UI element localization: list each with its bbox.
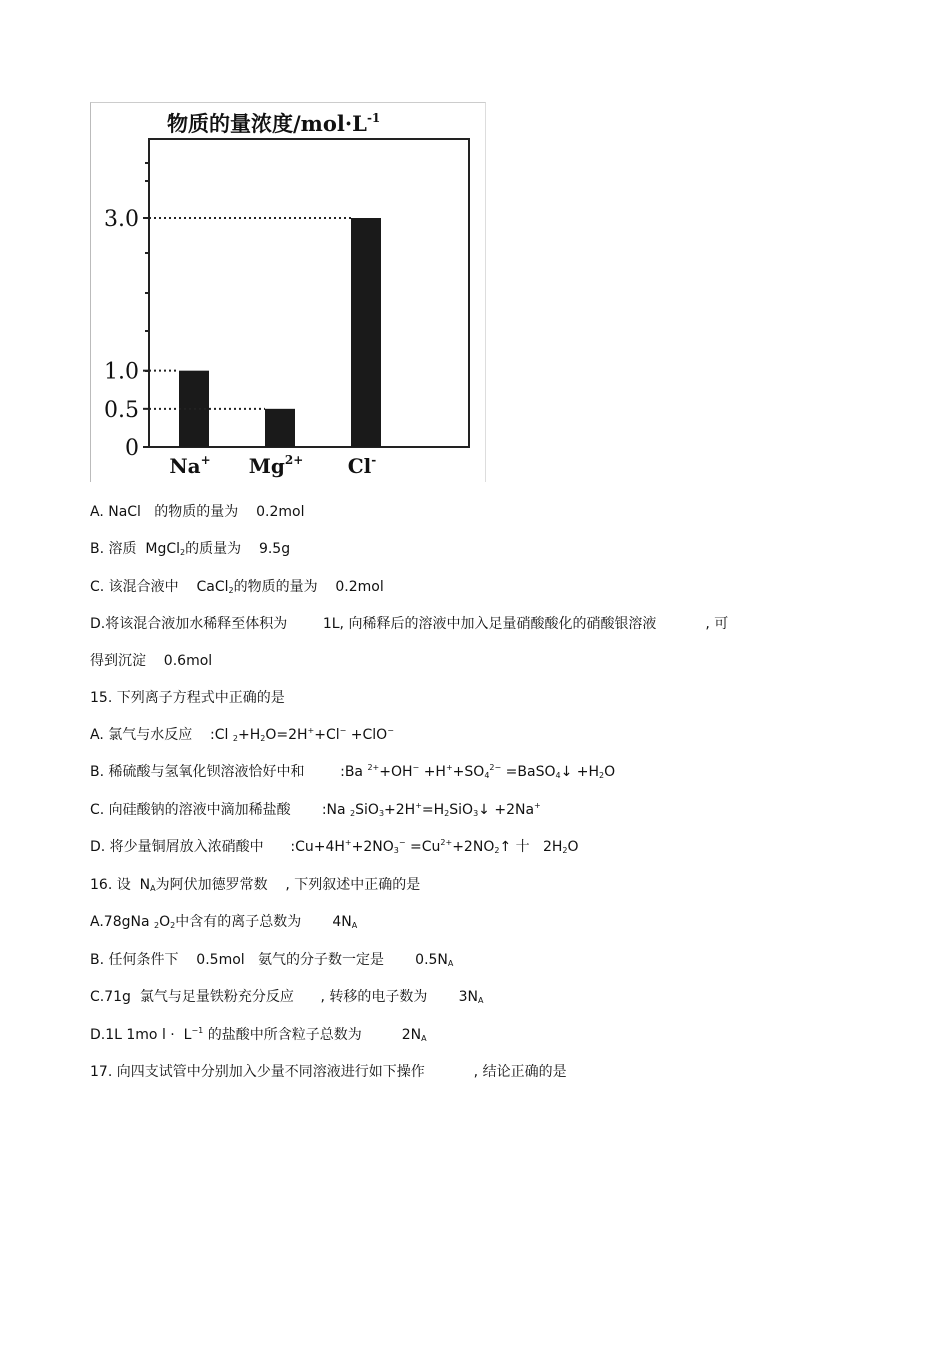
y-tick-label-1: 0.5 <box>104 397 139 423</box>
line-q15b-part-8: 2− <box>489 763 502 772</box>
line-q16b <box>90 951 453 969</box>
line-q15b-part-12: 2 <box>599 771 605 780</box>
line-q14b-part-0: B. 溶质 MgCl <box>90 541 181 557</box>
line-q15c <box>90 801 541 819</box>
line-q15d-part-3: 3 <box>393 846 399 855</box>
line-q16a-part-0: A.78gNa <box>90 914 154 930</box>
line-q15c-part-11: + <box>534 801 541 810</box>
line-q15-part-0: 15. 下列离子方程式中正确的是 <box>90 690 285 706</box>
line-q15b-part-13: O <box>604 764 616 780</box>
line-q15c-part-9: 3 <box>473 809 479 818</box>
line-q15d-part-1: + <box>344 838 352 847</box>
bar-1 <box>265 409 295 447</box>
line-q15a-part-1: 2 <box>232 734 238 743</box>
line-q16a-part-4: 中含有的离子总数为 4N <box>175 914 352 930</box>
line-q14c <box>90 578 384 596</box>
line-q17-part-0: 17. 向四支试管中分别加入少量不同溶液进行如下操作 , 结论正确的是 <box>90 1064 567 1080</box>
line-q15a-part-0: A. 氯气与水反应 :Cl <box>90 727 233 743</box>
line-q17 <box>90 1063 567 1081</box>
line-q15d-part-11: O <box>567 839 579 855</box>
line-q15d-part-8: 2 <box>494 846 500 855</box>
line-q15b-part-1: 2+ <box>367 763 380 772</box>
chart-svg <box>91 103 487 483</box>
line-q15d-part-5: =Cu <box>405 839 441 855</box>
line-q15c-part-8: SiO <box>449 802 474 818</box>
line-q15 <box>90 689 285 707</box>
line-q15a-part-6: +Cl <box>314 727 340 743</box>
line-q14d1 <box>90 615 728 633</box>
line-q15a-part-2: +H <box>237 727 261 743</box>
line-q15b-part-2: +OH <box>379 764 413 780</box>
line-q16d <box>90 1026 427 1044</box>
line-q15d-part-7: +2NO <box>452 839 495 855</box>
line-q14c-part-0: C. 该混合液中 CaCl <box>90 579 229 595</box>
line-q15b-part-0: B. 稀硫酸与氢氧化钡溶液恰好中和 :Ba <box>90 764 368 780</box>
y-tick-label-3: 3.0 <box>104 207 139 232</box>
line-q16b-part-0: B. 任何条件下 0.5mol 氨气的分子数一定是 0.5N <box>90 952 448 968</box>
x-tick-label-sup-2: - <box>371 453 377 467</box>
chart-title-exponent: -1 <box>366 111 381 125</box>
line-q14b-part-2: 的质量为 9.5g <box>185 541 291 557</box>
line-q16a-part-3: 2 <box>170 921 176 930</box>
line-q14d2-part-0: 得到沉淀 0.6mol <box>90 653 213 669</box>
line-q15c-part-7: 2 <box>444 809 450 818</box>
y-tick-label-2: 1.0 <box>104 359 139 385</box>
line-q14c-part-1: 2 <box>228 586 234 595</box>
line-q15c-part-5: + <box>415 801 422 810</box>
line-q16-part-1: A <box>150 884 156 893</box>
line-q16c <box>90 988 483 1006</box>
line-q15a-part-5: + <box>307 726 315 735</box>
line-q15b-part-10: 4 <box>555 771 561 780</box>
x-tick-label-sup-1: 2+ <box>284 453 304 467</box>
line-q16-part-2: 为阿伏加德罗常数 , 下列叙述中正确的是 <box>155 877 421 893</box>
line-q16c-part-0: C.71g 氯气与足量铁粉充分反应 , 转移的电子数为 3N <box>90 989 478 1005</box>
line-q15a-part-7: − <box>339 726 347 735</box>
line-q15a <box>90 726 394 744</box>
line-q16d-part-0: D.1L 1mo l · L <box>90 1027 192 1043</box>
line-q15b <box>90 763 615 781</box>
x-tick-label-2: Cl- <box>347 453 377 478</box>
chart-title: 物质的量浓度$/mol\cdot L^{-1}$ <box>167 111 381 136</box>
line-q15d-part-9: ↑ 十 2H <box>499 839 563 855</box>
line-q16a-part-1: 2 <box>153 921 160 930</box>
line-q16a-part-5: A <box>351 921 358 930</box>
line-q15b-part-9: =BaSO <box>501 764 556 780</box>
line-q15a-part-9: − <box>387 726 394 735</box>
line-q15d-part-0: D. 将少量铜屑放入浓硝酸中 :Cu+4H <box>90 839 345 855</box>
line-q15d-part-2: +2NO <box>351 839 394 855</box>
line-q16a-part-2: O <box>159 914 171 930</box>
line-q15c-part-1: 2 <box>350 809 356 818</box>
line-q15a-part-3: 2 <box>260 734 266 743</box>
line-q15c-part-0: C. 向硅酸钠的溶液中滴加稀盐酸 :Na <box>90 802 351 818</box>
line-q16b-part-1: A <box>447 959 454 968</box>
line-q15c-part-2: SiO <box>355 802 379 818</box>
line-q15c-part-3: 3 <box>378 809 385 818</box>
line-q15d-part-4: − <box>398 838 406 847</box>
line-q15b-part-5: + <box>445 763 453 772</box>
line-q15d <box>90 838 579 856</box>
line-q15c-part-10: ↓ +2Na <box>478 802 535 818</box>
line-q14a <box>90 503 304 521</box>
line-q15b-part-4: +H <box>419 764 446 780</box>
line-q15b-part-3: − <box>412 763 420 772</box>
y-tick-label-0: 0 <box>125 436 139 461</box>
line-q16-part-0: 16. 设 N <box>90 877 151 893</box>
bar-2 <box>351 218 381 447</box>
line-q16a <box>90 913 357 931</box>
line-q14d2 <box>90 652 212 670</box>
line-q14c-part-2: 的物质的量为 0.2mol <box>233 579 384 595</box>
line-q15b-part-6: +SO <box>452 764 485 780</box>
line-q15a-part-4: O=2H <box>265 727 308 743</box>
line-q15a-part-8: +ClO <box>346 727 388 743</box>
line-q15c-part-4: +2H <box>384 802 416 818</box>
line-q15b-part-7: 4 <box>484 771 490 780</box>
line-q16 <box>90 876 420 894</box>
concentration-chart <box>90 102 486 482</box>
line-q15d-part-10: 2 <box>562 846 568 855</box>
line-q15b-part-11: ↓ +H <box>560 764 600 780</box>
x-tick-label-0: Na+ <box>169 453 211 478</box>
line-q16d-part-3: A <box>421 1034 427 1043</box>
line-q14d1-part-0: D.将该混合液加水稀释至体积为 1L, 向稀释后的溶液中加入足量硝酸酸化的硝酸银溶液 , 可 <box>90 616 729 632</box>
line-q15d-part-6: 2+ <box>440 838 453 847</box>
line-q16d-part-1: −1 <box>191 1026 204 1035</box>
x-tick-label-1: $Mg^{2+}$ <box>248 453 304 478</box>
line-q14b <box>90 540 290 558</box>
line-q14b-part-1: 2 <box>180 548 186 557</box>
line-q14a-part-0: A. NaCl 的物质的量为 0.2mol <box>90 504 305 520</box>
line-q16d-part-2: 的盐酸中所含粒子总数为 2N <box>203 1027 422 1043</box>
line-q16c-part-1: A <box>477 996 484 1005</box>
x-tick-label-sup-0: + <box>200 453 211 467</box>
line-q15c-part-6: =H <box>421 802 445 818</box>
